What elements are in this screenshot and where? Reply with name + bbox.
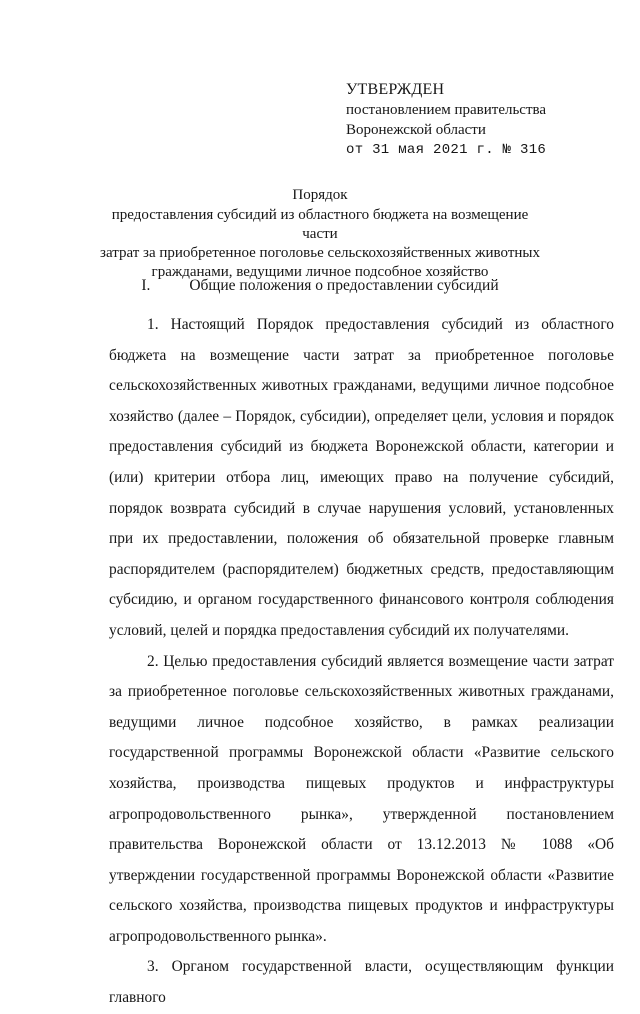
section-heading <box>0 276 640 296</box>
approval-line-1: постановлением правительства <box>346 102 547 118</box>
paragraph-1: 1. Настоящий Порядок предоставления субсидий из областного бюджета на возмещение части затрат за приобретенное поголовье сельскохозяйственных животных гражданами, ведущими личное подсобное хозяйство (далее – Порядок, субсидии), определяет цели, условия и порядок предоставления субсидий из бюджета Воронежской области, категории и (или) критерии отбора лиц, имеющих право на получение субсидий, порядок возврата субсидий в случае нарушения условий, установленных при их предоставлении, положения об обязательной проверке главным распорядителем (распорядителем) бюджетных средств, предоставляющим субсидию, и органом государственного финансового контроля соблюдения условий, целей и порядка предоставления субсидий их получателями. <box>109 316 614 639</box>
heading-line-3: гражданами, ведущими личное подсобное хозяйство <box>151 264 489 280</box>
heading-line-2: затрат за приобретенное поголовье сельскохозяйственных животных <box>100 245 540 261</box>
approval-title: УТВЕРЖДЕН <box>346 81 445 98</box>
document-body <box>109 310 614 1014</box>
paragraph-3: 3. Органом государственной власти, осуществляющим функции главного <box>109 958 614 1007</box>
heading-word: Порядок <box>292 187 348 203</box>
section-title-text: Общие положения о предоставлении субсидий <box>189 277 499 294</box>
document-heading <box>100 186 540 282</box>
approval-line-2: Воронежской области <box>346 122 486 138</box>
approval-stamp <box>346 80 546 160</box>
approval-date: от 31 мая 2021 г. № 316 <box>346 142 547 158</box>
section-number: I. <box>141 277 151 294</box>
heading-line-1: предоставления субсидий из областного бюджета на возмещение части <box>111 207 529 242</box>
paragraph-2: 2. Целью предоставления субсидий является возмещение части затрат за приобретенное поголовье сельскохозяйственных животных гражданами, ведущими личное подсобное хозяйство, в рамках реализации государственной программы Воронежской области «Развитие сельского хозяйства, производства пищевых продуктов и инфраструктуры агропродовольственного рынка», утвержденной постановлением правительства Воронежской области от 13.12.2013 № 1088 «Об утверждении государственной программы Воронежской области «Развитие сельского хозяйства, производства пищевых продуктов и инфраструктуры агропродовольственного рынка». <box>109 652 614 945</box>
